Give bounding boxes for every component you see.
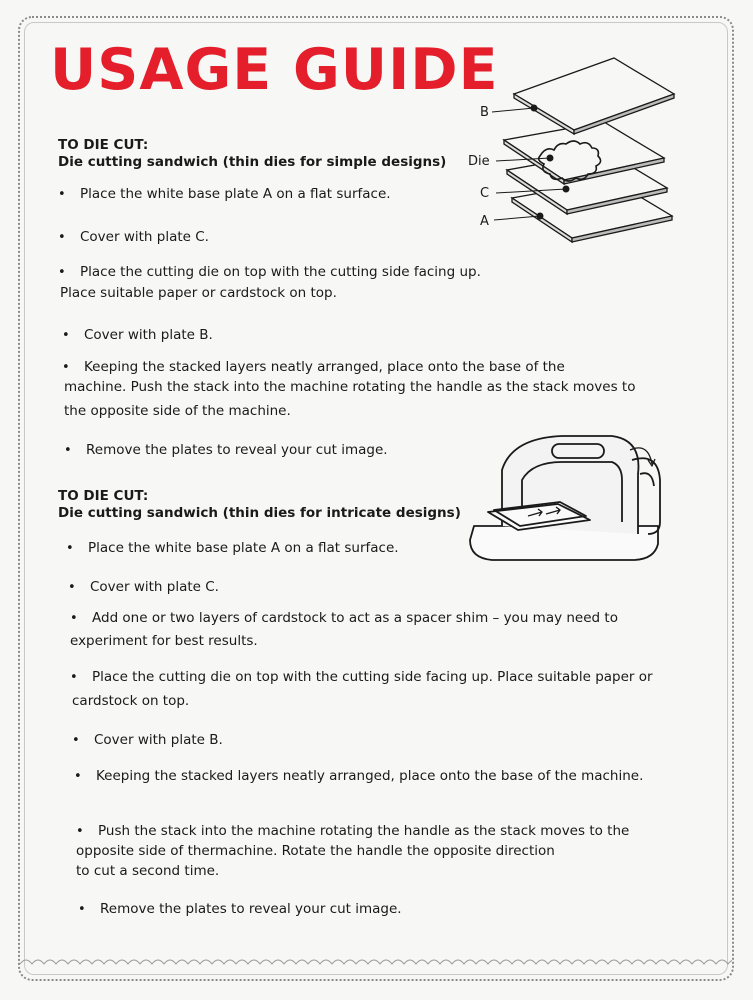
list-item: • Place the cutting die on top with the cutting side facing up. Place suitable paper or	[70, 669, 653, 685]
die-cut-machine-illustration	[462, 430, 692, 570]
list-item: • Cover with plate B.	[72, 732, 223, 748]
list-item-continuation: opposite side of thermachine. Rotate the handle the opposite direction	[76, 843, 555, 859]
list-item-continuation: Place suitable paper or cardstock on top.	[60, 285, 337, 301]
list-item: • Place the white base plate A on a flat surface.	[66, 540, 399, 556]
label-a: A	[480, 214, 489, 229]
bullet-icon: •	[76, 824, 84, 839]
bullet-icon: •	[72, 733, 80, 748]
list-item: • Remove the plates to reveal your cut image.	[64, 442, 388, 458]
label-c: C	[480, 186, 490, 201]
list-item: • Remove the plates to reveal your cut image.	[78, 901, 402, 917]
bullet-icon: •	[70, 670, 78, 685]
label-b: B	[480, 105, 489, 120]
section1-heading: TO DIE CUT:	[58, 137, 149, 153]
section1-subheading: Die cutting sandwich (thin dies for simple designs)	[58, 154, 447, 170]
bullet-icon: •	[70, 611, 78, 626]
list-item: • Push the stack into the machine rotating the handle as the stack moves to the	[76, 823, 630, 839]
list-item: • Place the cutting die on top with the cutting side facing up.	[58, 264, 481, 280]
list-item-continuation: machine. Push the stack into the machine rotating the handle as the stack moves to	[64, 379, 636, 395]
bullet-icon: •	[66, 541, 74, 556]
label-die: Die	[468, 154, 490, 169]
bullet-icon: •	[62, 360, 70, 375]
scalloped-border-bottom	[20, 954, 732, 974]
bullet-icon: •	[58, 230, 66, 245]
section2-subheading: Die cutting sandwich (thin dies for intricate designs)	[58, 505, 461, 521]
list-item: • Place the white base plate A on a flat surface.	[58, 186, 391, 202]
bullet-icon: •	[78, 902, 86, 917]
list-item: • Add one or two layers of cardstock to act as a spacer shim – you may need to	[70, 610, 618, 626]
list-item-continuation: experiment for best results.	[70, 633, 258, 649]
bullet-icon: •	[58, 265, 66, 280]
list-item-continuation: to cut a second time.	[76, 863, 220, 879]
list-item: • Cover with plate C.	[68, 579, 219, 595]
list-item: • Keeping the stacked layers neatly arranged, place onto the base of the machine.	[74, 768, 644, 784]
plate-b	[514, 58, 674, 130]
bullet-icon: •	[58, 187, 66, 202]
bullet-icon: •	[64, 443, 72, 458]
list-item: • Cover with plate B.	[62, 327, 213, 343]
list-item-continuation: the opposite side of the machine.	[64, 403, 291, 419]
list-item-continuation: cardstock on top.	[72, 693, 190, 709]
bullet-icon: •	[68, 580, 76, 595]
plate-stack-diagram	[462, 48, 722, 248]
list-item: • Keeping the stacked layers neatly arranged, place onto the base of the	[62, 359, 565, 375]
bullet-icon: •	[62, 328, 70, 343]
page-title: USAGE GUIDE	[50, 37, 499, 103]
section2-heading: TO DIE CUT:	[58, 488, 149, 504]
bullet-icon: •	[74, 769, 82, 784]
list-item: • Cover with plate C.	[58, 229, 209, 245]
